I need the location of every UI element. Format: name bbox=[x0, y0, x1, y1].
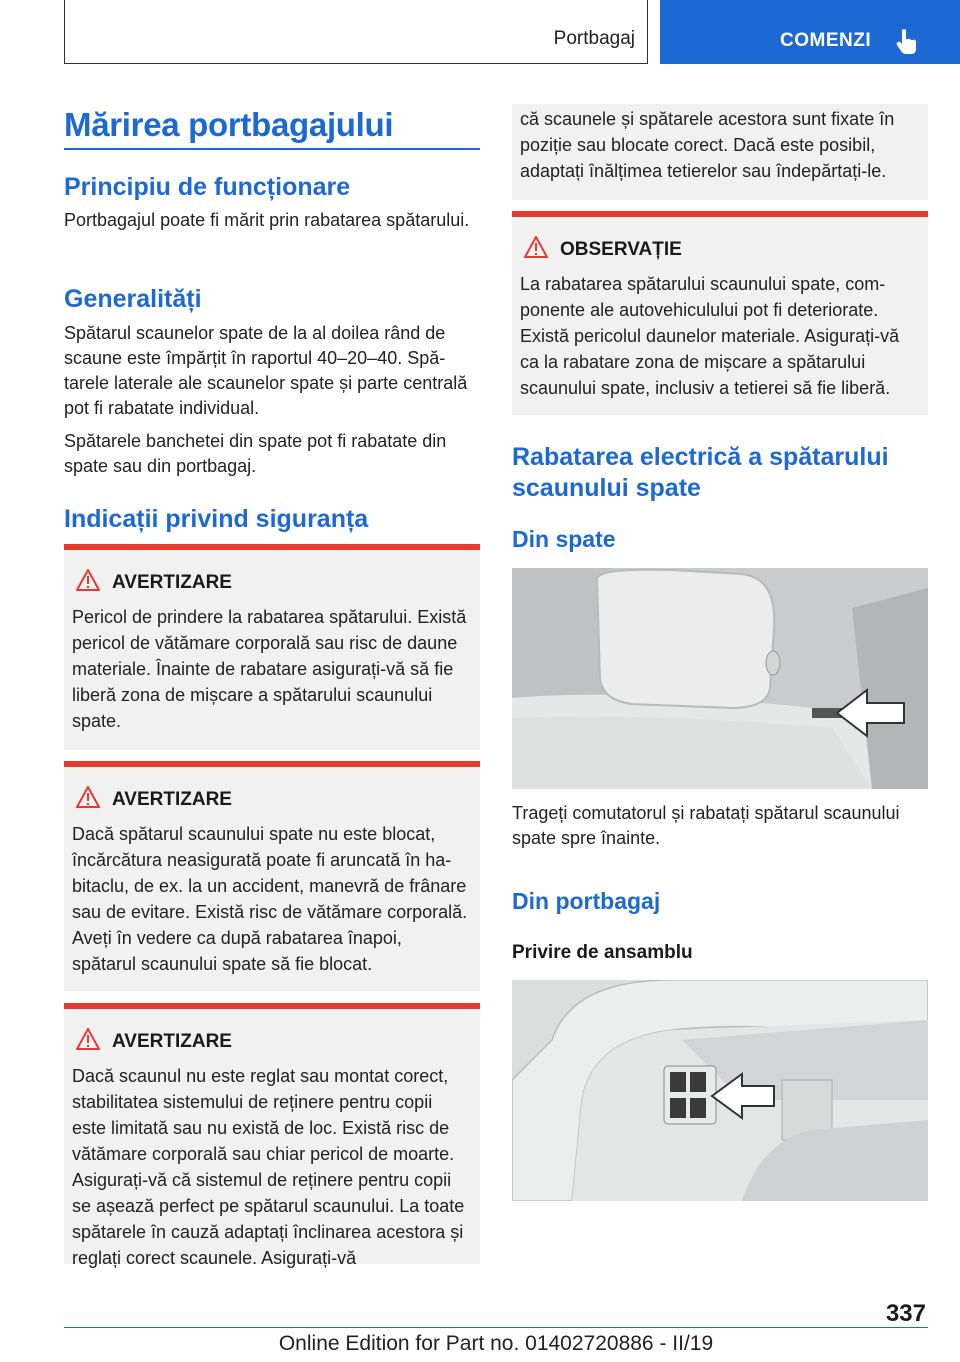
warning-triangle-icon bbox=[524, 236, 548, 258]
general-text-2: Spătarele banchetei din spate pot fi rabatate din spate sau din portbagaj. bbox=[64, 431, 447, 476]
warning-label: AVERTIZARE bbox=[112, 789, 232, 810]
from-rear-caption: Trageți comutatorul și rabatați spătarul scaunului spate spre înainte. bbox=[512, 803, 900, 848]
trunk-photo bbox=[512, 980, 928, 1201]
header-section-title: Portbagaj bbox=[553, 28, 635, 49]
general-heading: Generalități bbox=[64, 285, 202, 313]
start-tab-label: COMENZI bbox=[780, 30, 872, 51]
principle-heading: Principiu de funcționare bbox=[64, 173, 351, 201]
rear-seat-photo bbox=[512, 568, 928, 789]
warning-triangle-icon bbox=[76, 786, 100, 808]
warning-text: Dacă spătarul scaunului spate nu este blocat, încărcătura neasigurată poate fi aruncată în habitaclu, de ex. la un accident, manevră de frânare sau de evitare. Există risc de vătămare corporală. Aveți în vedere ca după rabatarea înapoi, spătarul scaunului spate să fie blocat. bbox=[72, 824, 468, 974]
safety-heading: Indicații privind siguranța bbox=[64, 505, 369, 533]
notice-text: La rabatarea spătarului scaunului spate, componente ale autovehiculului pot fi deteriorate. Există pericolul daunelor materiale. Asigurați-vă ca la rabatare zona de mișcare a spătarului scaunului spate, inclusiv a tetierei să fie liberă. bbox=[520, 274, 900, 398]
warning-box-3 bbox=[64, 1003, 480, 1268]
header-section-box bbox=[64, 0, 648, 64]
from-rear-heading: Din spate bbox=[512, 526, 616, 552]
continuation-text: că scaunele și spătarele acestora sunt fixate în poziție sau blocate corect. Dacă este posibil, adaptați înălțimea tetierelor sau îndepărtați-le. bbox=[520, 109, 895, 181]
overview-subheading: Privire de ansamblu bbox=[512, 942, 693, 963]
edition-footer: Online Edition for Part no. 01402720886 - II/19 bbox=[278, 1332, 714, 1355]
continuation-box bbox=[512, 104, 928, 200]
warning-box-1 bbox=[64, 544, 480, 750]
warning-text: Pericol de prindere la rabatarea spătarului. Există pericol de vătămare corporală sau risc de daune materiale. Înainte de rabatare asigurați-vă să fie liberă zona de mișcare a spătarului scaunului spate. bbox=[72, 607, 467, 731]
warning-label: AVERTIZARE bbox=[112, 572, 232, 593]
general-text-1: Spătarul scaunelor spate de la al doilea rând de scaune este împărțit în raportul 40–20–40. Spătarele laterale ale scaunelor spate și parte centrală pot fi rabatate individual. bbox=[64, 323, 468, 418]
warning-label: AVERTIZARE bbox=[112, 1031, 232, 1052]
title-rule bbox=[64, 148, 480, 150]
from-trunk-heading: Din portbagaj bbox=[512, 888, 661, 914]
notice-box bbox=[512, 211, 928, 415]
page-number: 337 bbox=[885, 1300, 926, 1327]
principle-text: Portbagajul poate fi mărit prin rabatarea spătarului. bbox=[64, 210, 470, 230]
warning-box-2 bbox=[64, 761, 480, 991]
hand-pointer-icon bbox=[892, 26, 922, 56]
notice-label: OBSERVAȚIE bbox=[560, 239, 682, 260]
warning-triangle-icon bbox=[76, 569, 100, 591]
electric-heading: Rabatarea electrică a spătarului scaunului spate bbox=[512, 443, 889, 502]
warning-triangle-icon bbox=[76, 1028, 100, 1050]
warning-text: Dacă scaunul nu este reglat sau montat corect, stabilitatea sistemului de reținere pentru copii este limitată sau nu există de loc. Există risc de vătămare corporală sau chiar pericol de moarte. Asigurați-vă că sistemul de reținere pentru copii se așează perfect pe spătarul scaunului. La toate spătarele în cauză adaptați înclinarea acestora și reglați corect scaunele. Asigurați-vă bbox=[72, 1066, 465, 1268]
footer-rule bbox=[64, 1327, 928, 1328]
page-title: Mărirea portbagajului bbox=[64, 106, 394, 143]
